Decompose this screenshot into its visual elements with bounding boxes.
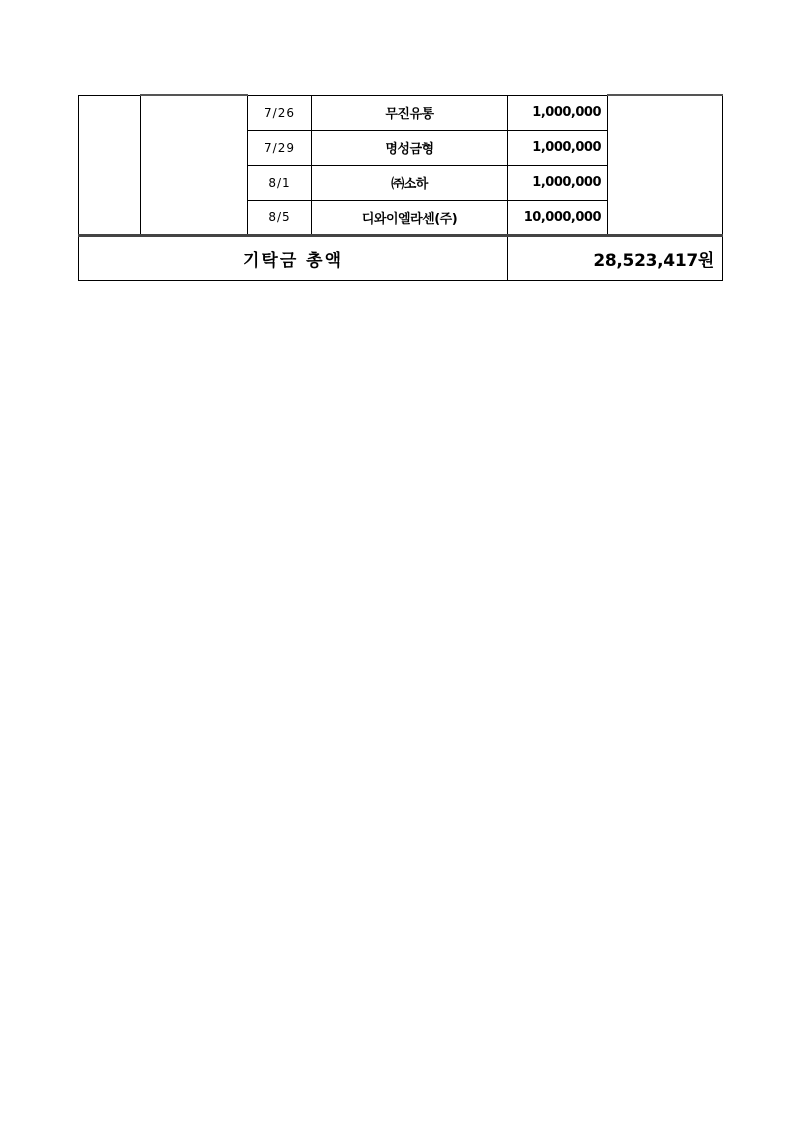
donor-name-cell: 무진유통 xyxy=(312,95,508,130)
blank-cell-left xyxy=(79,95,141,235)
total-value: 28,523,417원 xyxy=(508,235,723,280)
amount-cell: 1,000,000 xyxy=(508,95,608,130)
total-row xyxy=(79,235,723,280)
total-label: 기탁금 총액 xyxy=(79,235,508,280)
donor-name-cell: ㈜소하 xyxy=(312,165,508,200)
date-cell: 8/1 xyxy=(248,165,312,200)
amount-cell: 10,000,000 xyxy=(508,200,608,235)
date-cell: 8/5 xyxy=(248,200,312,235)
date-cell: 7/26 xyxy=(248,95,312,130)
donor-name-cell: 명성금형 xyxy=(312,130,508,165)
amount-cell: 1,000,000 xyxy=(508,130,608,165)
date-cell: 7/29 xyxy=(248,130,312,165)
donor-name-cell: 디와이엘라센(주) xyxy=(312,200,508,235)
table-row xyxy=(79,95,723,130)
amount-cell: 1,000,000 xyxy=(508,165,608,200)
donation-table xyxy=(78,94,723,281)
blank-cell-note xyxy=(608,95,723,235)
blank-cell-category xyxy=(141,95,248,235)
